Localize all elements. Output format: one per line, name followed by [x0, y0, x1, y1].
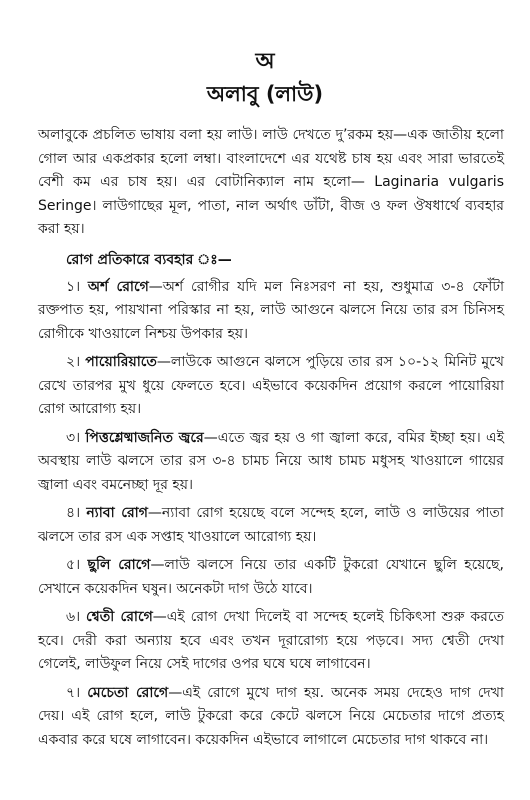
item-text: —লাউকে আগুনে ঝলসে পুড়িয়ে তার রস ১০-১২ মিনিট মুখে রেখে তারপর মুখ ধুয়ে ফেলতে হবে। এইভাবে কয়েকদিন প্রয়োগ করলে পায়োরিয়া রোগ আরোগ্য হয়।: [38, 354, 504, 417]
item-heading: ন্যাবা রোগ: [86, 505, 148, 521]
remedy-item: [38, 606, 504, 677]
item-number: ৩।: [66, 429, 81, 446]
item-number: ৫।: [66, 557, 81, 573]
section-heading: রোগ প্রতিকারে ব্যবহার ঃ—: [66, 251, 232, 268]
item-heading: ছুলি রোগে: [87, 557, 151, 573]
item-number: ৪।: [66, 505, 81, 521]
item-text: —এই রোগ দেখা দিলেই বা সন্দেহ হলেই চিকিৎসা শুরু করতে হবে। দেরী করা অন্যায় হবে এবং তখন দূরারোগ্য হয়ে পড়বে। সদ্য শ্বেতী দেখা গেলেই, লাউফুল নিয়ে সেই দাগের ওপর ঘষে ঘষে লাগাবেন।: [38, 609, 504, 672]
remedy-item: [38, 427, 504, 498]
remedy-item: [38, 554, 504, 601]
remedy-item: [38, 276, 504, 347]
item-number: ৭।: [66, 684, 81, 701]
section-letter: অ: [255, 49, 275, 74]
item-number: ৬।: [66, 609, 81, 625]
item-text: —ন্যাবা রোগ হয়েছে বলে সন্দেহ হলে, লাউ ও লাউয়ের পাতা ঝলসে তার রস এক সপ্তাহ খাওয়ালে আরোগ্য হয়।: [38, 505, 504, 545]
item-number: ১।: [66, 278, 81, 295]
item-number: ২।: [66, 354, 81, 370]
item-text: —এই রোগে মুখে দাগ হয়. অনেক সময় দেহেও দাগ দেখা দেয়। এই রোগ হলে, লাউ টুকরো করে কেটে ঝলসে নিয়ে মেচেতার দাগে প্রত্যহ একবার করে ঘষে লাগাবেন। কয়েকদিন এইভাবে লাগালে মেচেতার দাগ থাকবে না।: [38, 684, 504, 748]
page-body: [38, 124, 504, 752]
remedy-item: [38, 351, 504, 422]
item-heading: অর্শ রোগে: [87, 278, 149, 295]
remedy-item: [38, 682, 504, 753]
remedy-item: [38, 502, 504, 549]
item-heading: মেচেতা রোগে: [87, 684, 169, 701]
item-text: —এতে জ্বর হয় ও গা জ্বালা করে, বমির ইচ্ছা হয়। এই অবস্থায় লাউ ঝলসে তার রস ৩-৪ চামচ নিয়ে আধ চামচ মধুসহ খাওয়ালে গায়ের জ্বালা এবং বমনেচ্ছা দূর হয়।: [38, 429, 504, 493]
intro-paragraph: অলাবুকে প্রচলিত ভাষায় বলা হয় লাউ। লাউ দেখতে দু’রকম হয়—এক জাতীয় হলো গোল আর একপ্রকার হলো লম্বা। বাংলাদেশে এর যথেষ্ট চাষ হয় এবং সারা ভারতেই বেশী কম এর চাষ হয়। এর বোটানিক্যাল নাম হলো— Laginaria vulgaris Seringe। লাউগাছের মূল, পাতা, নাল অর্থাৎ ডাঁটা, বীজ ও ফল ঔষধার্থে ব্যবহার করা হয়।: [38, 127, 504, 237]
item-text: —লাউ ঝলসে নিয়ে তার একটি টুকরো যেখানে ছুলি হয়েছে, সেখানে কয়েকদিন ঘষুন। অনেকটা দাগ উঠে যাবে।: [38, 557, 504, 597]
item-heading: পায়োরিয়াতে: [85, 354, 157, 370]
item-text: —অর্শ রোগীর যদি মল নিঃসরণ না হয়, শুধুমাত্র ৩-৪ ফোঁটা রক্তপাত হয়, পায়খানা পরিস্কার না হয়, লাউ আগুনে ঝলসে নিয়ে তার রস চিনিসহ রোগীকে খাওয়ালে নিশ্চয় উপকার হয়।: [38, 278, 505, 342]
item-heading: শ্বেতী রোগে: [86, 609, 153, 625]
item-heading: পিত্তশ্লেষ্মাজনিত জ্বরে: [85, 429, 204, 446]
page-title: অলাবু (লাউ): [206, 82, 324, 106]
